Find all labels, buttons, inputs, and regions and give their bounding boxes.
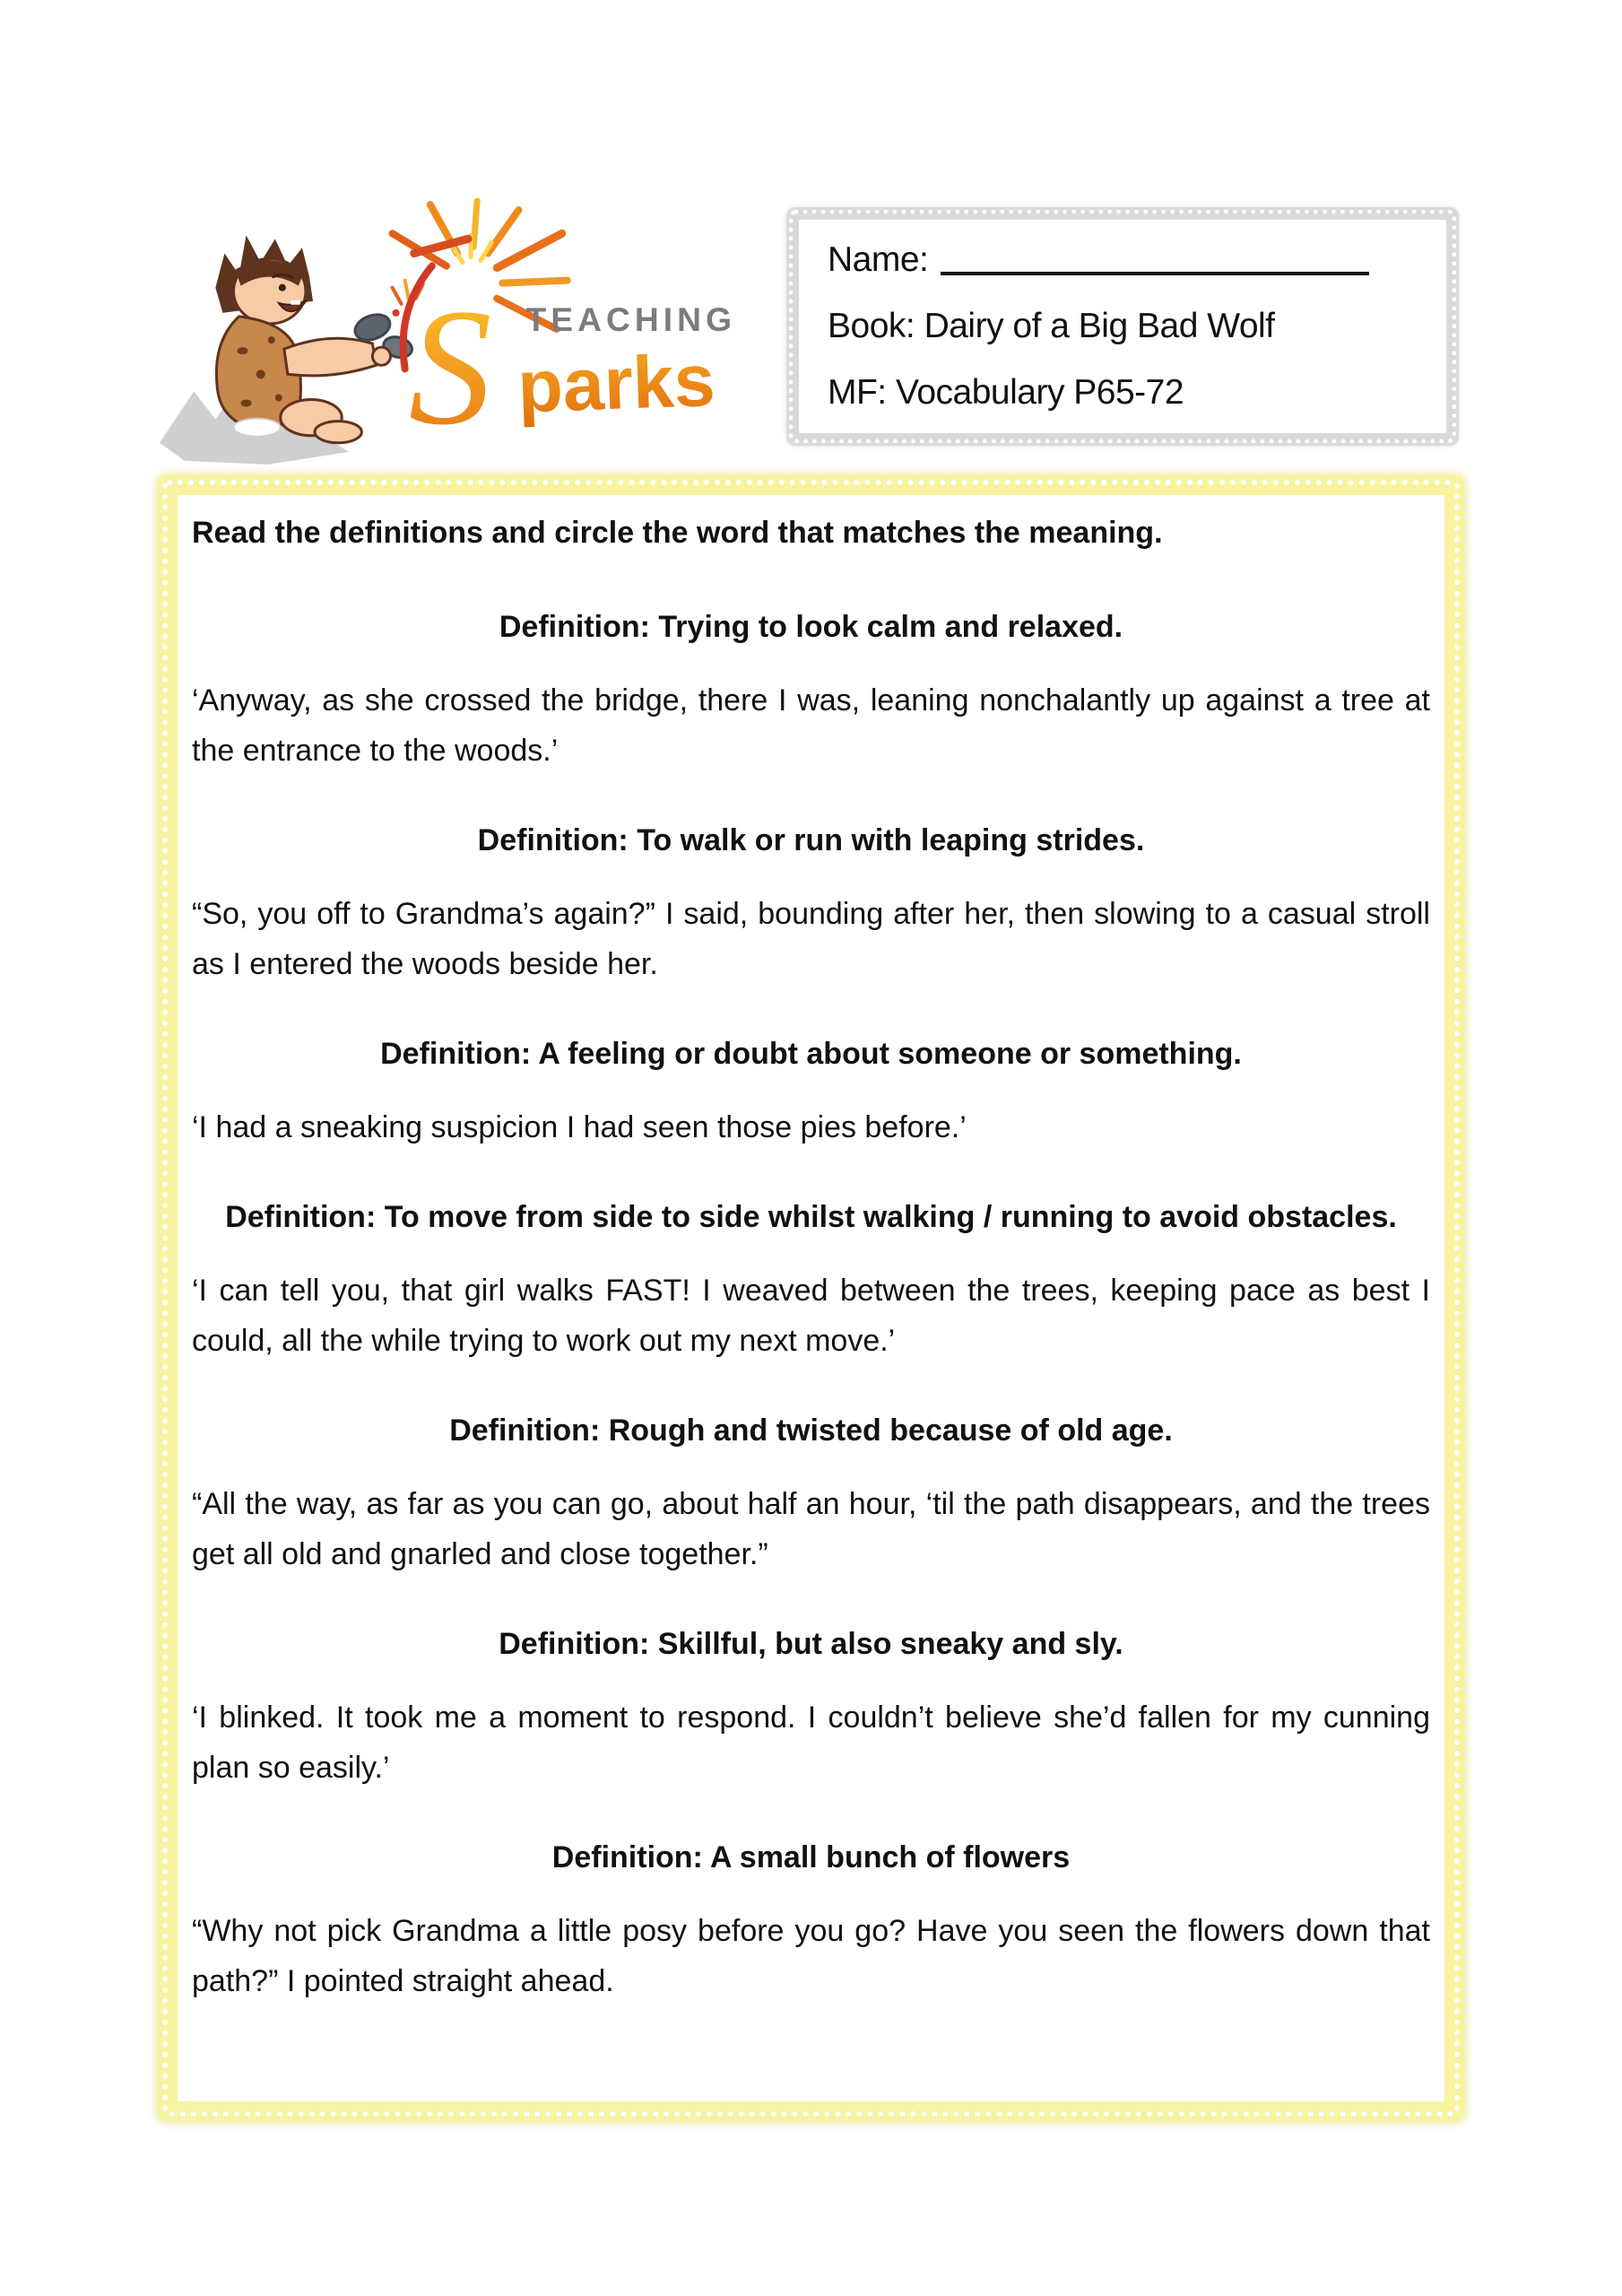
definition-heading-7: Definition: A small bunch of flowers [551,1840,1071,1874]
definition-heading-1: Definition: Trying to look calm and relaxed. [499,610,1123,644]
quote-paragraph-2: “So, you off to Grandma’s again?” I said, bounding after her, then slowing to a casual stroll as I entered the woods beside her. [192,897,1430,981]
name-blank-line [941,245,1369,275]
logo-teaching-text: TEACHING [525,300,737,338]
quote-paragraph-5: “All the way, as far as you can go, about half an hour, ‘til the path disappears, and the trees get all old and gnarled and close together.” [192,1487,1430,1571]
worksheet-box-inner [178,495,1444,2101]
book-row [828,306,1446,347]
logo-sparks-text: parks [516,338,717,429]
logo-sparks-initial: S [408,274,492,460]
definition-heading-4: Definition: To move from side to side whilst walking / running to avoid obstacles. [225,1200,1397,1234]
mf-label: MF: Vocabulary P65-72 [828,373,1184,412]
quote-paragraph-4: ‘I can tell you, that girl walks FAST! I weaved between the trees, keeping pace as best I could, all the while trying to work out my next move.’ [192,1274,1430,1358]
quote-paragraph-6: ‘I blinked. It took me a moment to respond. I couldn’t believe she’d fallen for my cunning plan so easily.’ [192,1700,1430,1785]
definition-heading-2: Definition: To walk or run with leaping strides. [477,823,1145,857]
name-row [828,239,1446,281]
teaching-sparks-logo [160,197,755,468]
definition-heading-5: Definition: Rough and twisted because of old age. [449,1413,1173,1448]
definition-heading-3: Definition: A feeling or doubt about someone or something. [380,1037,1242,1071]
quote-paragraph-3: ‘I had a sneaking suspicion I had seen those pies before.’ [192,1110,967,1144]
teaching-sparks-logo-svg [160,197,755,468]
book-label: Book: Dairy of a Big Bad Wolf [828,307,1275,345]
name-book-box-inner [799,220,1446,433]
name-book-box [786,207,1459,446]
mf-row [828,372,1446,413]
caveman-illustration [215,235,414,442]
quote-paragraph-7: “Why not pick Grandma a little posy before you go? Have you seen the flowers down that path?” I pointed straight ahead. [192,1914,1430,1998]
worksheet-box [158,475,1464,2121]
definition-heading-6: Definition: Skillful, but also sneaky and sly. [499,1627,1123,1661]
instruction-text: Read the definitions and circle the word that matches the meaning. [192,516,1163,550]
name-label: Name: [828,240,929,279]
quote-paragraph-1: ‘Anyway, as she crossed the bridge, there I was, leaning nonchalantly up against a tree at the entrance to the woods.’ [192,683,1430,768]
